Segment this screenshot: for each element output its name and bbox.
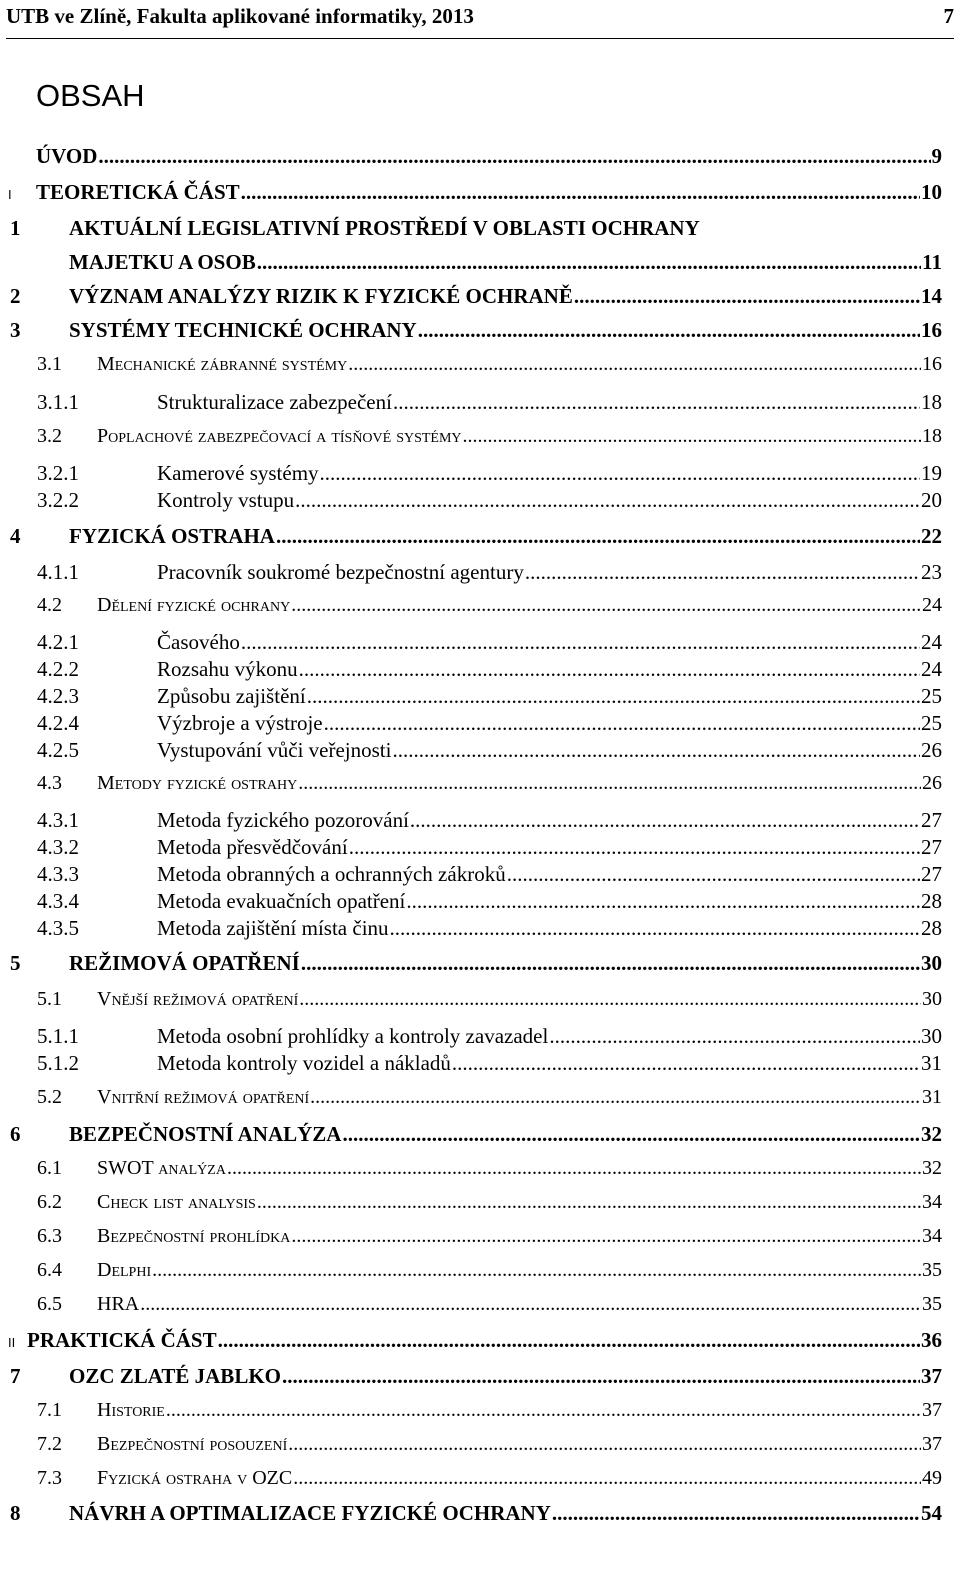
- toc-leader-dots: [390, 916, 920, 941]
- toc-leader-dots: [298, 772, 921, 795]
- toc-leader-dots: [552, 1501, 920, 1526]
- toc-page-number: 9: [931, 144, 942, 168]
- toc-entry-section-4-3-2[interactable]: [37, 835, 942, 865]
- toc-entry-section-3-1[interactable]: [37, 353, 942, 383]
- toc-entry-number: 6.2: [37, 1191, 62, 1213]
- toc-entry-section-5-1[interactable]: [37, 988, 942, 1018]
- toc-entry-section-7-1[interactable]: [37, 1399, 942, 1429]
- toc-page-number: 34: [922, 1191, 942, 1213]
- toc-entry-text: Vystupování vůči veřejnosti: [157, 738, 392, 762]
- toc-entry-number: 4.2: [37, 594, 62, 616]
- toc-leader-dots: [227, 1157, 921, 1180]
- toc-entry-text: Dělení fyzické ochrany: [97, 594, 291, 616]
- toc-entry-text: SWOT analýza: [97, 1157, 226, 1179]
- toc-entry-text: Metoda kontroly vozidel a nákladů: [157, 1051, 451, 1075]
- toc-entry-section-3-2[interactable]: [37, 425, 942, 455]
- toc-entry-chapter-3[interactable]: [10, 318, 942, 348]
- toc-entry-section-4-2-3[interactable]: [37, 684, 942, 714]
- toc-page-number: 31: [922, 1086, 942, 1108]
- toc-entry-chapter-7[interactable]: [10, 1364, 942, 1394]
- toc-entry-chapter-1[interactable]: [10, 216, 942, 246]
- toc-entry-text: VÝZNAM ANALÝZY RIZIK K FYZICKÉ OCHRANĚ: [69, 284, 573, 308]
- toc-entry-text: Metoda osobní prohlídky a kontroly zavazadel: [157, 1024, 549, 1048]
- toc-entry-text: REŽIMOVÁ OPATŘENÍ: [69, 951, 300, 975]
- toc-leader-dots: [288, 1433, 921, 1456]
- toc-entry-text: Bezpečnostní posouzení: [97, 1433, 288, 1455]
- toc-leader-dots: [310, 1086, 921, 1109]
- toc-entry-number: 3.2: [37, 425, 62, 447]
- toc-leader-dots: [293, 1467, 921, 1490]
- toc-leader-dots: [299, 657, 920, 682]
- toc-leader-dots: [152, 1259, 921, 1282]
- toc-leader-dots: [166, 1399, 921, 1422]
- toc-leader-dots: [348, 353, 921, 376]
- toc-page-number: 24: [922, 594, 942, 616]
- toc-entry-text: Fyzická ostraha v OZC: [97, 1467, 293, 1489]
- toc-entry-text: TEORETICKÁ ČÁST: [36, 180, 240, 204]
- toc-entry-number: 6.5: [37, 1293, 62, 1315]
- toc-leader-dots: [257, 1191, 921, 1214]
- toc-entry-number: 7.1: [37, 1399, 62, 1421]
- toc-leader-dots: [218, 1328, 920, 1353]
- toc-page-number: 30: [921, 1024, 942, 1048]
- toc-entry-text: Rozsahu výkonu: [157, 657, 298, 681]
- toc-entry-text: Metoda přesvědčování: [157, 835, 348, 859]
- toc-entry-number: 4: [10, 524, 21, 548]
- toc-entry-text: Check list analysis: [97, 1191, 256, 1213]
- toc-entry-number: 5.1.1: [37, 1024, 79, 1048]
- toc-entry-section-4-1-1[interactable]: [37, 560, 942, 590]
- toc-entry-section-3-2-2[interactable]: [37, 488, 942, 518]
- toc-entry-chapter-8[interactable]: [10, 1501, 942, 1531]
- toc-page-number: 25: [921, 684, 942, 708]
- toc-page-number: 23: [921, 560, 942, 584]
- toc-entry-chapter-5[interactable]: [10, 951, 942, 981]
- toc-entry-text: Delphi: [97, 1259, 152, 1281]
- toc-entry-text: Časového: [157, 630, 240, 654]
- toc-page-number: 37: [922, 1399, 942, 1421]
- toc-page-number: 18: [922, 425, 942, 447]
- toc-entry-number: 4.2.1: [37, 630, 79, 654]
- toc-entry-number: 7.3: [37, 1467, 62, 1489]
- toc-page-number: 28: [921, 916, 942, 940]
- toc-entry-section-6-3[interactable]: [37, 1225, 942, 1255]
- toc-entry-section-6-2[interactable]: [37, 1191, 942, 1221]
- toc-entry-section-6-4[interactable]: [37, 1259, 942, 1289]
- toc-leader-dots: [574, 284, 920, 309]
- toc-leader-dots: [291, 594, 921, 617]
- toc-entry-text: OZC ZLATÉ JABLKO: [69, 1364, 281, 1388]
- toc-page-number: 19: [921, 461, 942, 485]
- toc-leader-dots: [299, 988, 921, 1011]
- toc-page-number: 27: [921, 862, 942, 886]
- toc-entry-number: II: [8, 1335, 16, 1350]
- toc-leader-dots: [295, 488, 920, 513]
- toc-entry-number: 4.3.2: [37, 835, 79, 859]
- toc-entry-number: 7.2: [37, 1433, 62, 1455]
- toc-page-number: 24: [921, 630, 942, 654]
- toc-entry-number: 8: [10, 1501, 21, 1525]
- toc-leader-dots: [324, 711, 920, 736]
- toc-entry-number: 7: [10, 1364, 21, 1388]
- toc-page-number: 37: [921, 1364, 942, 1388]
- toc-leader-dots: [307, 684, 920, 709]
- toc-entry-number: 4.3: [37, 772, 62, 794]
- toc-entry-section-7-2[interactable]: [37, 1433, 942, 1463]
- toc-entry-number: 6.1: [37, 1157, 62, 1179]
- toc-entry-part-2[interactable]: [8, 1328, 942, 1358]
- toc-leader-dots: [452, 1051, 920, 1076]
- toc-entry-section-4-3-3[interactable]: [37, 862, 942, 892]
- toc-entry-text: BEZPEČNOSTNÍ ANALÝZA: [69, 1122, 342, 1146]
- toc-page-number: 27: [921, 835, 942, 859]
- toc-entry-text: Způsobu zajištění: [157, 684, 306, 708]
- toc-page-number: 27: [921, 808, 942, 832]
- toc-entry-text: HRA: [97, 1293, 140, 1315]
- toc-entry-number: 3.1.1: [37, 390, 79, 414]
- toc-page-number: 22: [921, 524, 942, 548]
- toc-entry-text: FYZICKÁ OSTRAHA: [69, 524, 275, 548]
- toc-entry-number: 6.4: [37, 1259, 62, 1281]
- toc-leader-dots: [241, 180, 920, 205]
- toc-entry-chapter-2[interactable]: [10, 284, 942, 314]
- toc-leader-dots: [320, 461, 920, 486]
- toc-leader-dots: [98, 144, 930, 169]
- toc-entry-section-4-3-5[interactable]: [37, 916, 942, 946]
- toc-entry-number: 5.1: [37, 988, 62, 1010]
- toc-page-number: 25: [921, 711, 942, 735]
- toc-entry-number: 5.1.2: [37, 1051, 79, 1075]
- toc-entry-section-4-2-2[interactable]: [37, 657, 942, 687]
- toc-entry-section-4-3-4[interactable]: [37, 889, 942, 919]
- toc-entry-chapter-6[interactable]: [10, 1122, 942, 1152]
- toc-leader-dots: [549, 1024, 920, 1049]
- page-title: OBSAH: [36, 78, 145, 113]
- toc-entry-number: 6: [10, 1122, 21, 1146]
- toc-page-number: 32: [921, 1122, 942, 1146]
- toc-entry-number: 1: [10, 216, 21, 240]
- toc-leader-dots: [463, 425, 921, 448]
- toc-leader-dots: [507, 862, 920, 887]
- toc-entry-text: PRAKTICKÁ ČÁST: [27, 1328, 217, 1352]
- toc-entry-text: Historie: [97, 1399, 165, 1421]
- toc-entry-text: SYSTÉMY TECHNICKÉ OCHRANY: [69, 318, 417, 342]
- toc-page-number: 10: [921, 180, 942, 204]
- toc-leader-dots: [418, 318, 920, 343]
- toc-entry-number: 4.2.3: [37, 684, 79, 708]
- toc-entry-text: NÁVRH A OPTIMALIZACE FYZICKÉ OCHRANY: [69, 1501, 551, 1525]
- toc-entry-number: 4.3.5: [37, 916, 79, 940]
- toc-page-number: 20: [921, 488, 942, 512]
- toc-page-number: 35: [922, 1293, 942, 1315]
- toc-entry-section-5-1-2[interactable]: [37, 1051, 942, 1081]
- running-header: [6, 0, 954, 39]
- toc-page-number: 36: [921, 1328, 942, 1352]
- toc-entry-section-5-1-1[interactable]: [37, 1024, 942, 1054]
- toc-entry-section-4-2[interactable]: [37, 594, 942, 624]
- toc-entry-section-6-1[interactable]: [37, 1157, 942, 1187]
- toc-page-number: 54: [921, 1501, 942, 1525]
- toc-page-number: 34: [922, 1225, 942, 1247]
- header-title: UTB ve Zlíně, Fakulta aplikované informatiky, 2013: [6, 4, 474, 28]
- toc-entry-number: I: [8, 187, 12, 202]
- toc-page-number: 37: [922, 1433, 942, 1455]
- toc-entry-text-line-2: MAJETKU A OSOB: [69, 250, 256, 274]
- toc-leader-dots: [301, 951, 920, 976]
- toc-page-number: 28: [921, 889, 942, 913]
- toc-entry-number: 5.2: [37, 1086, 62, 1108]
- toc-entry-number: 3.2.1: [37, 461, 79, 485]
- toc-leader-dots: [342, 1122, 920, 1147]
- toc-entry-text: Kontroly vstupu: [157, 488, 295, 512]
- toc-page-number: 16: [921, 318, 942, 342]
- toc-leader-dots: [406, 889, 920, 914]
- toc-entry-text: Vnější režimová opatření: [97, 988, 299, 1010]
- toc-page-number: 14: [921, 284, 942, 308]
- toc-leader-dots: [291, 1225, 921, 1248]
- toc-leader-dots: [241, 630, 920, 655]
- toc-entry-section-4-3[interactable]: [37, 772, 942, 802]
- toc-entry-number: 3: [10, 318, 21, 342]
- toc-entry-section-4-2-5[interactable]: [37, 738, 942, 768]
- toc-entry-number: 4.2.5: [37, 738, 79, 762]
- toc-entry-number: 4.3.1: [37, 808, 79, 832]
- toc-entry-section-6-5[interactable]: [37, 1293, 942, 1323]
- toc-entry-text: Metody fyzické ostrahy: [97, 772, 298, 794]
- toc-entry-number: 2: [10, 284, 21, 308]
- toc-entry-text: ÚVOD: [36, 144, 98, 168]
- toc-page-number: 30: [922, 988, 942, 1010]
- toc-entry-section-4-2-1[interactable]: [37, 630, 942, 660]
- toc-entry-section-4-2-4[interactable]: [37, 711, 942, 741]
- toc-entry-number: 4.1.1: [37, 560, 79, 584]
- toc-entry-text: Poplachové zabezpečovací a tísňové systémy: [97, 425, 462, 447]
- toc-entry-section-7-3[interactable]: [37, 1467, 942, 1497]
- toc-entry-text: Vnitřní režimová opatření: [97, 1086, 310, 1108]
- toc-page-number: 30: [921, 951, 942, 975]
- toc-entry-text: Kamerové systémy: [157, 461, 319, 485]
- toc-page-number: 49: [922, 1467, 942, 1489]
- toc-leader-dots: [392, 738, 920, 763]
- toc-entry-chapter-4[interactable]: [10, 524, 942, 554]
- toc-entry-text: Metoda obranných a ochranných zákroků: [157, 862, 506, 886]
- toc-page-number: 32: [922, 1157, 942, 1179]
- toc-entry-part-1[interactable]: [8, 180, 942, 210]
- toc-entry-number: 5: [10, 951, 21, 975]
- toc-entry-section-3-2-1[interactable]: [37, 461, 942, 491]
- toc-leader-dots: [140, 1293, 921, 1316]
- toc-leader-dots: [276, 524, 920, 549]
- toc-page-number: 18: [921, 390, 942, 414]
- toc-leader-dots: [410, 808, 920, 833]
- toc-leader-dots: [349, 835, 920, 860]
- toc-entry-text: Pracovník soukromé bezpečnostní agentury: [157, 560, 524, 584]
- toc-entry-number: 3.1: [37, 353, 62, 375]
- toc-page-number: 26: [922, 772, 942, 794]
- toc-entry-section-3-1-1[interactable]: [37, 390, 942, 420]
- toc-leader-dots: [525, 560, 920, 585]
- header-page-number: 7: [943, 4, 954, 28]
- toc-leader-dots: [393, 390, 920, 415]
- toc-page-number: 35: [922, 1259, 942, 1281]
- toc-entry-section-5-2[interactable]: [37, 1086, 942, 1116]
- toc-entry-text: Strukturalizace zabezpečení: [157, 390, 392, 414]
- toc-page-number: 31: [921, 1051, 942, 1075]
- toc-entry-text: Bezpečnostní prohlídka: [97, 1225, 291, 1247]
- toc-entry-text-line-1: AKTUÁLNÍ LEGISLATIVNÍ PROSTŘEDÍ V OBLASTI OCHRANY: [69, 216, 700, 240]
- toc-page-number: 24: [921, 657, 942, 681]
- toc-entry-section-4-3-1[interactable]: [37, 808, 942, 838]
- toc-entry-number: 4.3.4: [37, 889, 79, 913]
- toc-entry-number: 4.3.3: [37, 862, 79, 886]
- toc-entry-number: 3.2.2: [37, 488, 79, 512]
- toc-entry-text: Metoda evakuačních opatření: [157, 889, 406, 913]
- toc-entry-text: Mechanické zábranné systémy: [97, 353, 348, 375]
- toc-entry-uvod[interactable]: [36, 144, 942, 174]
- toc-entry-number: 6.3: [37, 1225, 62, 1247]
- toc-entry-text: Výzbroje a výstroje: [157, 711, 323, 735]
- toc-entry-number: 4.2.4: [37, 711, 79, 735]
- toc-entry-text: Metoda zajištění místa činu: [157, 916, 389, 940]
- toc-leader-dots: [257, 250, 921, 275]
- toc-page-number: 26: [921, 738, 942, 762]
- toc-leader-dots: [282, 1364, 920, 1389]
- toc-page-number: 11: [922, 250, 942, 274]
- toc-entry-chapter-1-continued[interactable]: [69, 250, 942, 280]
- toc-entry-number: 4.2.2: [37, 657, 79, 681]
- toc-entry-text: Metoda fyzického pozorování: [157, 808, 409, 832]
- toc-page-number: 16: [922, 353, 942, 375]
